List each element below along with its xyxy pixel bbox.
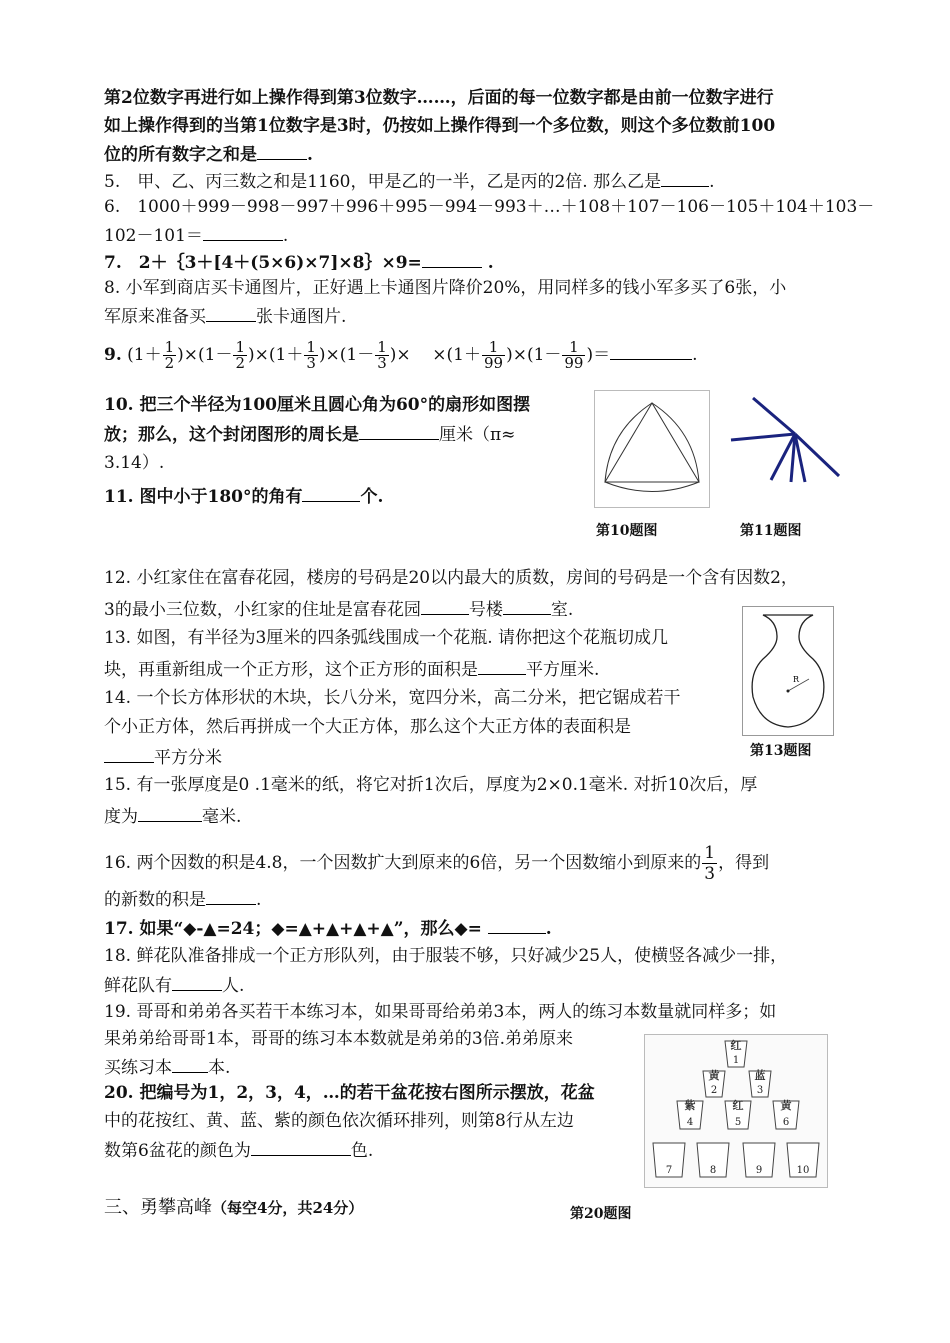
q7: 7. 2＋｛3＋[4＋(5×6)×7]×8｝×9= . [104,249,494,275]
q6-line1: 6. 1000＋999－998－997＋996＋995－994－993＋…＋108＋107－106－105＋104＋103－ [104,197,875,217]
q10-line3: 3.14）. [104,453,165,473]
q14-line3: 平方分米 [104,744,222,770]
q-cont-line3: 位的所有数字之和是 . [104,141,313,167]
q19-line1: 19. 哥哥和弟弟各买若干本练习本，如果哥哥给弟弟3本，两人的练习本数量就同样多；如 [104,1002,777,1022]
q15-line2: 度为 毫米. [104,803,241,829]
q-cont-line1: 第2位数字再进行如上操作得到第3位数字……，后面的每一位数字都是由前一位数字进行 [104,88,774,108]
figure-10 [594,390,710,508]
q12-line2: 3的最小三位数，小红家的住址是富春花园 号楼 室. [104,596,573,622]
fig13-r-label: R [793,675,800,684]
q11: 11. 图中小于180°的角有 个. [104,483,383,509]
q13-line2: 块，再重新组成一个正方形，这个正方形的面积是 平方厘米. [104,656,599,682]
q20-line1: 20. 把编号为1，2，3，4，…的若干盆花按右图所示摆放，花盆 [104,1083,595,1103]
fig20-num-10: 10 [796,1165,810,1176]
q8-line1: 8. 小军到商店买卡通图片，正好遇上卡通图片降价20%，用同样多的钱小军多买了6张，小 [104,278,787,298]
caption-fig10: 第10题图 [596,523,658,539]
figure-11 [725,392,845,492]
q17: 17. 如果“◆-▲=24；◆=▲+▲+▲+▲”，那么◆= . [104,915,552,941]
fig20-label-r2b: 蓝 [754,1069,766,1082]
section-3-heading: 三、勇攀高峰（每空4分，共24分） [104,1197,364,1218]
q16-line2: 的新数的积是 . [104,886,261,912]
q14-line2: 个小正方体，然后再拼成一个大正方体，那么这个大正方体的表面积是 [104,717,631,737]
fig20-num-3: 3 [756,1085,764,1096]
fig20-num-4: 4 [686,1117,694,1128]
q13-line1: 13. 如图，有半径为3厘米的四条弧线围成一个花瓶. 请你把这个花瓶切成几 [104,628,669,648]
q18-line2: 鲜花队有 人. [104,972,244,998]
figure-20 [644,1034,828,1188]
fig20-num-7: 7 [665,1165,673,1176]
q20-line2: 中的花按红、黄、蓝、紫的颜色依次循环排列，则第8行从左边 [104,1111,574,1131]
q20-line3: 数第6盆花的颜色为 色. [104,1137,373,1163]
fig20-num-5: 5 [734,1117,742,1128]
figure-13 [742,606,834,736]
fig20-num-9: 9 [755,1165,763,1176]
caption-fig11: 第11题图 [740,523,802,539]
q19-line2: 果弟弟给哥哥1本，哥哥的练习本本数就是弟弟的3倍.弟弟原来 [104,1029,574,1049]
fig20-num-1: 1 [732,1055,740,1066]
fig20-label-r3a: 紫 [684,1099,696,1112]
q19-line3: 买练习本 本. [104,1054,230,1080]
q16-line1: 16. 两个因数的积是4.8，一个因数扩大到原来的6倍，另一个因数缩小到原来的 $\frac{1}{3}$ ，得到 [104,843,770,884]
fig20-num-2: 2 [710,1085,718,1096]
q14-line1: 14. 一个长方体形状的木块，长八分米，宽四分米，高二分米，把它锯成若干 [104,688,681,708]
caption-fig20: 第20题图 [570,1206,632,1222]
q-cont-line2: 如上操作得到的当第1位数字是3时，仍按如上操作得到一个多位数，则这个多位数前100 [104,116,776,136]
fig20-label-r3b: 红 [732,1099,744,1112]
q9: 9. (1＋ $\frac{1}{2}$ )×(1－ $\frac{1}{2}$ )×(1＋ $\frac{1}{3}$ )×(1－ $\frac{1}{3}$ )× ×(1＋ $\frac{1}{99}$ )×(1－ $\frac{1}{99}$ )＝ . [104,338,698,372]
q18-line1: 18. 鲜花队准备排成一个正方形队列，由于服装不够，只好减少25人，使横竖各减少一排， [104,946,788,966]
q15-line1: 15. 有一张厚度是0 .1毫米的纸，将它对折1次后，厚度为2×0.1毫米. 对折10次后，厚 [104,775,758,795]
q10-line2: 放；那么，这个封闭图形的周长是 厘米（π≈ [104,421,515,447]
fig20-label-top: 红 [730,1039,742,1052]
q12-line1: 12. 小红家住在富春花园，楼房的号码是20以内最大的质数，房间的号码是一个含有因数2， [104,568,798,588]
fig20-label-r2a: 黄 [708,1069,720,1082]
q8-line2: 军原来准备买 张卡通图片. [104,303,346,329]
fig20-num-6: 6 [782,1117,790,1128]
q5: 5. 甲、乙、丙三数之和是1160，甲是乙的一半，乙是丙的2倍. 那么乙是 . [104,168,715,194]
q6-line2: 102－101＝ . [104,222,288,248]
q10-line1: 10. 把三个半径为100厘米且圆心角为60°的扇形如图摆 [104,395,531,415]
fig20-num-8: 8 [709,1165,717,1176]
caption-fig13: 第13题图 [750,743,812,759]
fig20-label-r3c: 黄 [780,1099,792,1112]
